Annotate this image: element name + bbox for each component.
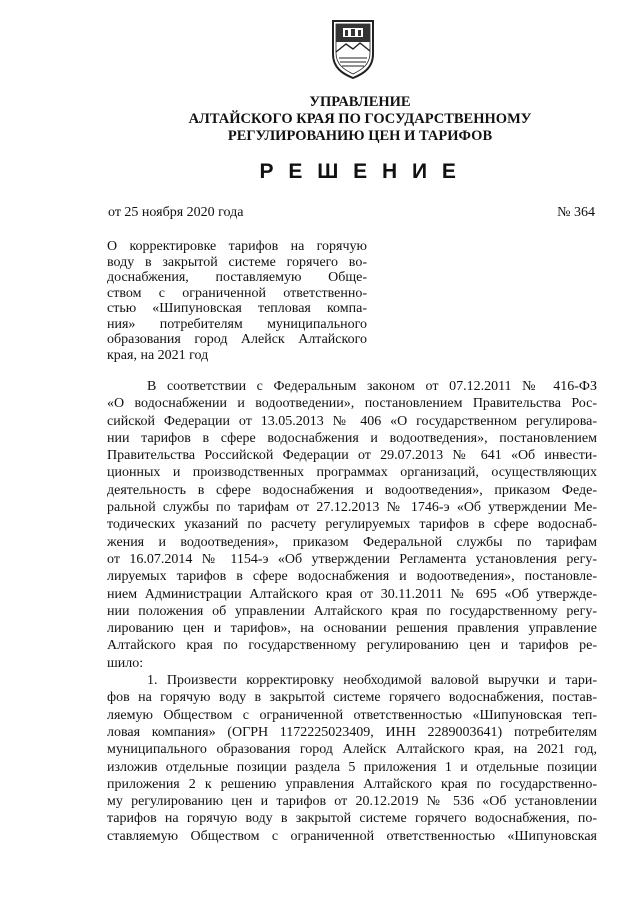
body-line: от 16.07.2014 № 1154-э «Об утверждении Регламента установления регу-	[107, 551, 597, 567]
subject-line: ния» потребителям муниципального	[107, 316, 367, 332]
authority-name-line-1: УПРАВЛЕНИЕ	[309, 94, 411, 110]
authority-name-line-2: АЛТАЙСКОГО КРАЯ ПО ГОСУДАРСТВЕННОМУ	[188, 111, 532, 127]
body-line: ставляемую Обществом с ограниченной ответственностью «Шипуновская	[107, 828, 597, 844]
body-line: сийской Федерации от 13.05.2013 № 406 «О государственном регулирова-	[107, 413, 597, 429]
body-line: деятельность в сфере водоснабжения и водоотведения», приказом Феде-	[107, 482, 597, 498]
subject-line: О корректировке тарифов на горячую	[107, 239, 367, 254]
body-line: ляемую Обществом с ограниченной ответственностью «Шипуновская теп-	[107, 707, 597, 723]
body-line: нии тарифов в сфере водоснабжения и водоотведения», постановлением	[107, 430, 597, 446]
body-line: изложив отдельные позиции раздела 5 приложения 1 и отдельные позиции	[107, 759, 597, 775]
body-line: «О водоснабжении и водоотведении», постановлением Правительства Рос-	[107, 396, 597, 412]
body-line: муниципального образования город Алейск Алтайского края, на 2021 год,	[107, 742, 597, 758]
body-line: ральной службы по тарифам от 27.12.2013 № 1746-э «Об утверждении Ме-	[107, 500, 597, 516]
body-line: му регулированию цен и тарифов от 20.12.2019 № 536 «Об установлении	[107, 794, 597, 810]
body-line: Правительства Российской Федерации от 29.07.2013 № 641 «Об инвести-	[107, 448, 597, 464]
body-line: ционных и производственных программах организаций, осуществляющих	[107, 465, 597, 481]
document-number: № 364	[557, 205, 595, 220]
body-line: лированию цен и тарифов», на основании решения правления управление	[107, 621, 597, 637]
subject-line: края, на 2021 год	[107, 347, 209, 363]
document-body	[107, 378, 597, 845]
authority-name-line-3: РЕГУЛИРОВАНИЮ ЦЕН И ТАРИФОВ	[227, 128, 493, 144]
document-subject	[107, 239, 367, 363]
body-line: Алтайского края по государственному регулированию цен и тарифов ре-	[107, 638, 597, 654]
body-line: нии положения об управлении Алтайского края по государственному регу-	[107, 603, 597, 619]
body-line: приложения 2 к решению управления Алтайского края по государственно-	[107, 776, 597, 792]
subject-line: доснабжения, поставляемую Обще-	[107, 270, 367, 285]
body-line: лируемых тарифов в сфере водоснабжения и водоотведения», постановле-	[107, 569, 597, 585]
body-line: нием Администрации Алтайского края от 30.11.2011 № 695 «Об утвержде-	[107, 586, 597, 602]
subject-line: образования город Алейск Алтайского	[107, 332, 367, 347]
subject-line: воду в закрытой системе горячего во-	[107, 254, 367, 270]
coat-of-arms-icon	[330, 18, 376, 80]
body-line: тарифов на горячую воду в закрытой системе горячего водоснабжения, по-	[107, 811, 597, 827]
document-date: от 25 ноября 2020 года	[108, 205, 244, 220]
body-line: фов на горячую воду в закрытой системе горячего водоснабжения, постав-	[107, 690, 597, 706]
subject-line: стью «Шипуновская тепловая компа-	[107, 301, 367, 316]
body-line: В соответствии с Федеральным законом от 07.12.2011 № 416-ФЗ	[147, 379, 597, 394]
document-type-title: Р Е Ш Е Н И Е	[259, 160, 461, 183]
body-line: ловая компания» (ОГРН 1172225023409, ИНН 2289003641) потребителям	[107, 724, 597, 740]
body-line: шило:	[107, 655, 144, 671]
body-line: жения и водоотведения», приказом Федеральной службы по тарифам	[107, 534, 597, 550]
body-line: тодических указаний по расчету регулируемых тарифов в сфере водоснаб-	[107, 517, 597, 533]
subject-line: ством с ограниченной ответственно-	[107, 285, 367, 301]
body-line: 1. Произвести корректировку необходимой валовой выручки и тари-	[147, 673, 597, 689]
